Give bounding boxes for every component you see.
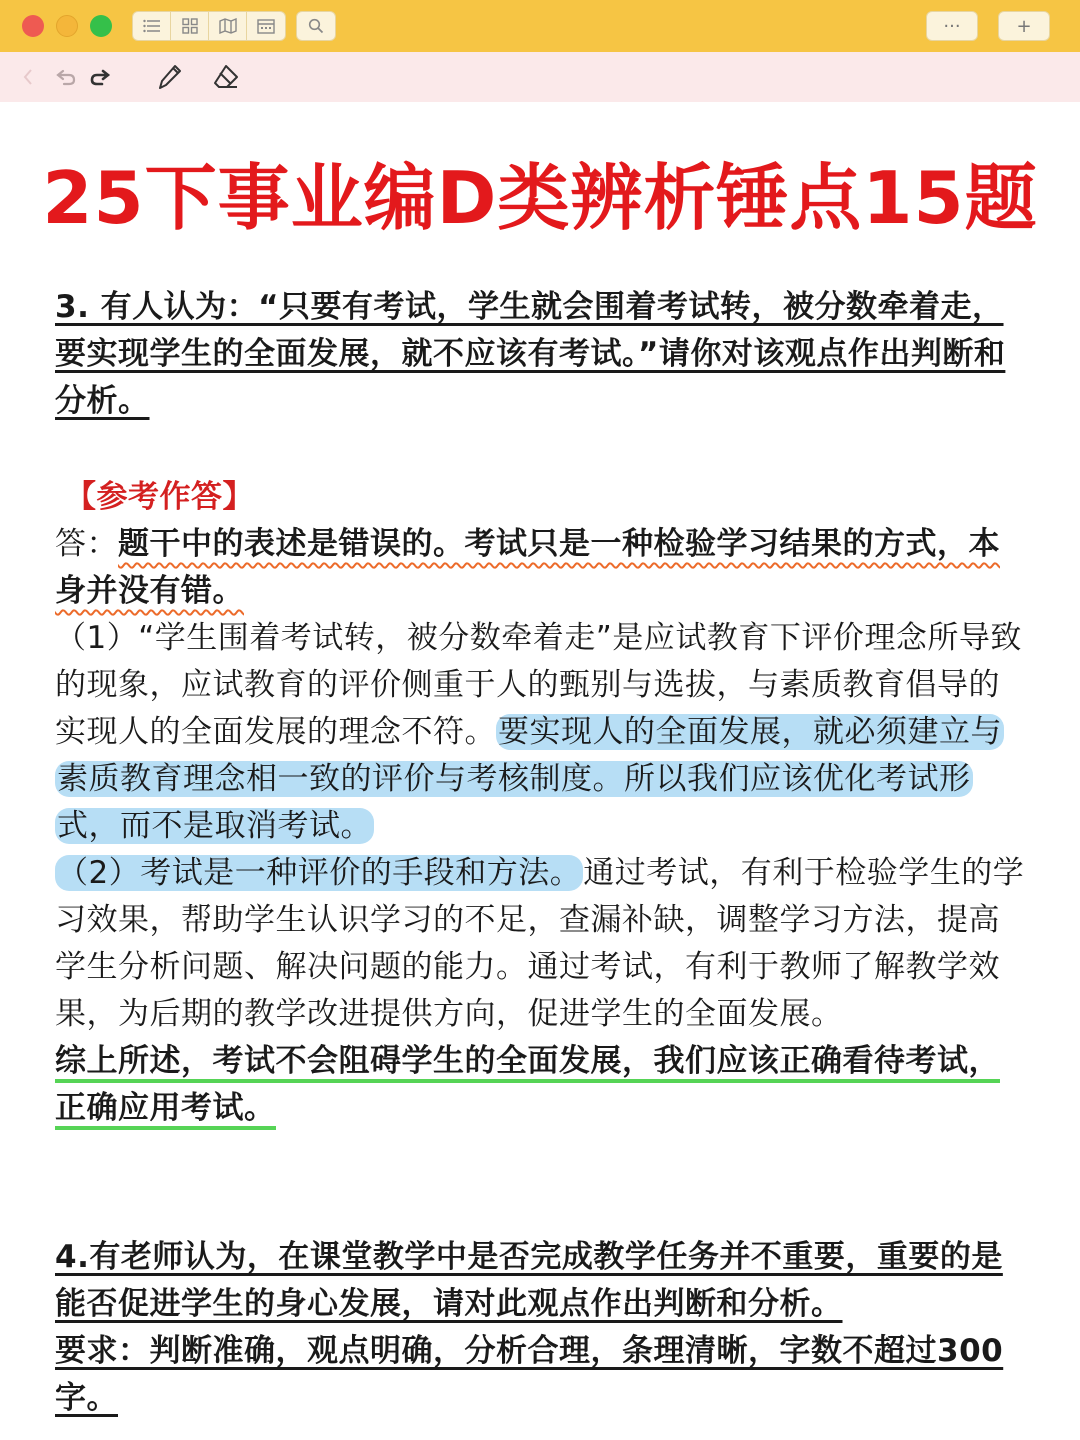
point-1-text: （1）“学生围着考试转，被分数牵着走”是应试教育下评价理念所导致的现象，应试教育的评价侧重于人的甄别与选拔，与素质教育倡导的实现人的全面发展的理念不符。 <box>55 620 1022 750</box>
window-titlebar <box>0 0 1080 52</box>
reference-answer-label-row <box>55 474 1030 521</box>
answer-thesis: 题干中的表述是错误的。考试只是一种检验学习结果的方式，本身并没有错。 <box>55 526 1000 609</box>
grid-icon <box>182 18 198 34</box>
answer-prefix: 答： <box>55 526 118 562</box>
more-button[interactable]: ··· <box>926 11 978 41</box>
question-4-requirements: 要求：判断准确，观点明确，分析合理，条理清晰，字数不超过300字。 <box>55 1333 1004 1416</box>
list-view-button[interactable] <box>133 12 171 40</box>
pencil-icon <box>158 64 182 90</box>
undo-button[interactable] <box>54 67 78 87</box>
minimize-button[interactable] <box>56 15 78 37</box>
question-4-text: 4.有老师认为，在课堂教学中是否完成教学任务并不重要，重要的是能否促进学生的身心发展，请对此观点作出判断和分析。 <box>55 1239 1003 1322</box>
calendar-icon <box>257 18 275 34</box>
grid-view-button[interactable] <box>171 12 209 40</box>
close-button[interactable] <box>22 15 44 37</box>
point-2-text: 通过考试，有利于检验学生的学习效果，帮助学生认识学习的不足，查漏补缺，调整学习方法，提高学生分析问题、解决问题的能力。通过考试，有利于教师了解教学效果，为后期的教学改进提供方向，促进学生的全面发展。 <box>55 855 1025 1032</box>
calendar-view-button[interactable] <box>247 12 285 40</box>
pencil-button[interactable] <box>158 64 182 90</box>
search-icon <box>308 18 324 34</box>
undo-icon <box>54 67 78 87</box>
window-actions <box>926 11 1050 41</box>
back-icon <box>22 68 34 86</box>
point-2-highlight: （2）考试是一种评价的手段和方法。 <box>57 855 582 891</box>
question-3-text: 3. 有人认为：“只要有考试，学生就会围着考试转，被分数牵着走，要实现学生的全面发展，就不应该有考试。”请你对该观点作出判断和分析。 <box>55 289 1006 419</box>
add-button[interactable]: + <box>998 11 1050 41</box>
point-1-highlight: 要实现人的全面发展，就必须建立与素质教育理念相一致的评价与考核制度。所以我们应该优化考试形式，而不是取消考试。 <box>57 714 1002 844</box>
eraser-button[interactable] <box>212 64 240 90</box>
conclusion: 综上所述，考试不会阻碍学生的全面发展，我们应该正确看待考试，正确应用考试。 <box>55 1043 1000 1130</box>
back-button[interactable] <box>22 68 34 86</box>
question-3 <box>55 284 1030 425</box>
traffic-lights <box>22 15 112 37</box>
document-title: 25下事业编D类辨析锤点15题 <box>42 156 1038 240</box>
question-4 <box>55 1234 1030 1422</box>
answer-body <box>55 521 1030 1132</box>
map-view-button[interactable] <box>209 12 247 40</box>
zoom-button[interactable] <box>90 15 112 37</box>
view-switcher <box>132 11 286 41</box>
map-icon <box>219 18 237 34</box>
list-icon <box>143 19 161 33</box>
editor-toolbar <box>0 52 1080 102</box>
reference-answer-label: 【参考作答】 <box>65 479 254 515</box>
redo-icon <box>88 67 112 87</box>
search-button[interactable] <box>296 11 336 41</box>
eraser-icon <box>212 64 240 90</box>
redo-button[interactable] <box>88 67 112 87</box>
